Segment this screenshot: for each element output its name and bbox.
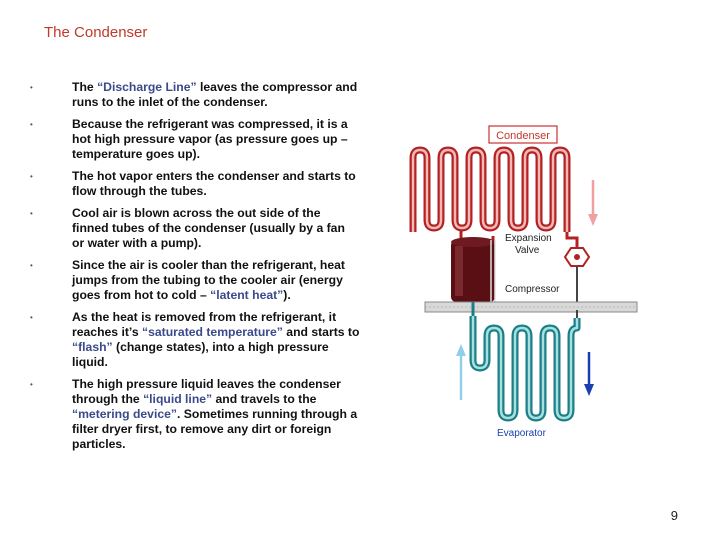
condenser-diagram-svg (405, 120, 690, 450)
bullet-marker: • (30, 172, 33, 181)
bullet-text: and starts to (282, 325, 360, 339)
bullet-text: (change states), into a high pressure liquid. (72, 340, 329, 369)
bullet-text: Cool air is blown across the out side of the finned tubes of the condenser (usually by a fan or water with a pump). (72, 206, 345, 250)
liquid-arrow-head (588, 214, 598, 226)
bullet-text: and travels to the (212, 392, 317, 406)
condenser-coil (413, 150, 567, 232)
bullet-item (30, 206, 360, 251)
evaporator-arrow-head (584, 384, 594, 396)
highlighted-term: “latent heat” (210, 288, 284, 302)
slide-title: The Condenser (44, 24, 148, 41)
bullet-list (30, 80, 360, 459)
bullet-marker: • (30, 313, 33, 322)
bullet-marker: • (30, 120, 33, 129)
highlighted-term: “liquid line” (143, 392, 213, 406)
bullet-text: The (72, 80, 98, 94)
bullet-marker: • (30, 209, 33, 218)
evaporator-coil (473, 316, 577, 418)
suction-arrow-head (456, 344, 466, 356)
expansion-label-1: Expansion (505, 233, 552, 244)
evaporator-label: Evaporator (497, 428, 546, 439)
bullet-item (30, 310, 360, 370)
bullet-item (30, 258, 360, 303)
bullet-text: The high pressure liquid leaves the condenser through the (72, 377, 341, 406)
bullet-text: As the heat is removed from the refrigerant, it reaches it’s (72, 310, 337, 339)
liquid-line (567, 232, 577, 248)
bullet-text: leaves the compressor and runs to the inlet of the condenser. (72, 80, 358, 109)
bullet-text: Because the refrigerant was compressed, it is a hot high pressure vapor (as pressure goes up – temperature goes up). (72, 117, 348, 161)
bullet-item (30, 169, 360, 199)
expansion-valve-icon (565, 248, 589, 266)
bullet-marker: • (30, 261, 33, 270)
highlighted-term: “Discharge Line” (97, 80, 197, 94)
separator-bar (425, 302, 637, 312)
highlighted-term: “metering device” (72, 407, 177, 421)
condenser-label: Condenser (496, 130, 550, 142)
compressor-label: Compressor (505, 284, 560, 295)
bullet-item (30, 80, 360, 110)
bullet-item (30, 117, 360, 162)
bullet-text: . Sometimes running through a filter dryer first, to remove any dirt or foreign particles. (72, 407, 358, 451)
bullet-text: The hot vapor enters the condenser and starts to flow through the tubes. (72, 169, 356, 198)
bullet-text: Since the air is cooler than the refrigerant, heat jumps from the tubing to the cooler air (energy goes from hot to cold – (72, 258, 345, 302)
bullet-item (30, 377, 360, 452)
highlighted-term: “saturated temperature” (142, 325, 283, 339)
bullet-marker: • (30, 83, 33, 92)
bullet-marker: • (30, 380, 33, 389)
compressor-icon (451, 230, 495, 302)
refrigeration-diagram (405, 120, 690, 450)
expansion-label-2: Valve (515, 245, 540, 256)
highlighted-term: “flash” (72, 340, 113, 354)
page-number: 9 (670, 508, 678, 523)
bullet-text: ). (283, 288, 291, 302)
